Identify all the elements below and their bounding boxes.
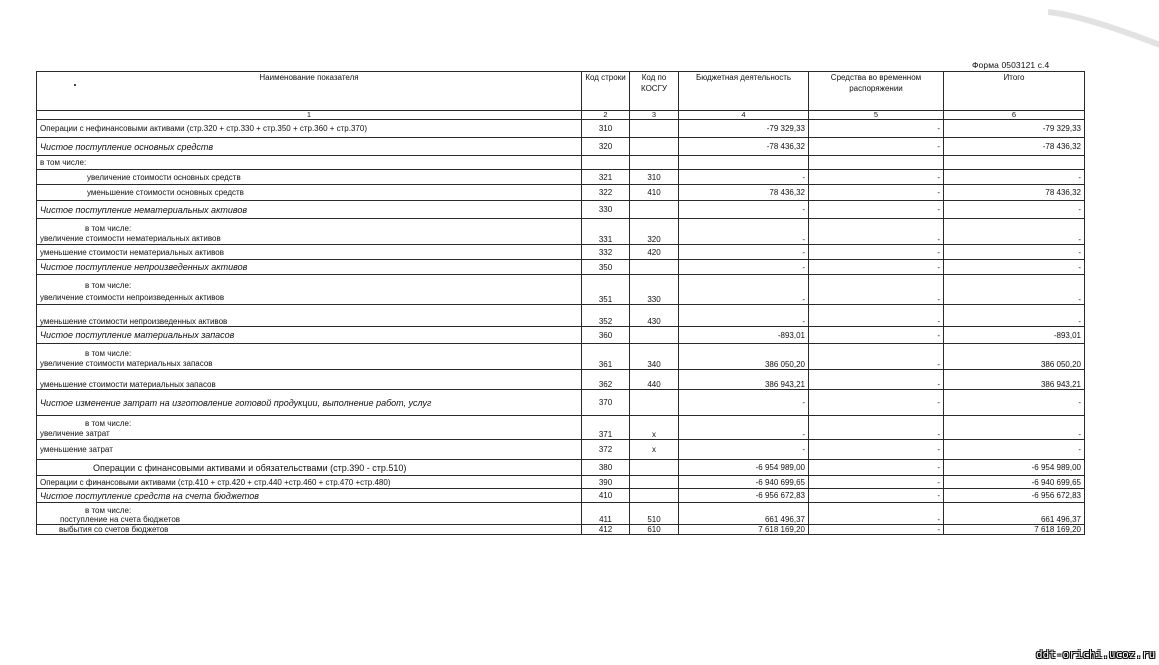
table-row [37,390,1085,416]
row-sublabel: увеличение стоимости материальных запасов [40,359,213,368]
row-kosgu [630,120,679,138]
table-row [37,327,1085,344]
row-code: 412 [582,525,630,535]
row-budget: - [679,201,809,219]
row-budget: -6 954 989,00 [679,460,809,476]
row-code: 331 [582,219,630,245]
row-sublabel: поступление на счета бюджетов [60,515,181,524]
row-kosgu: x [630,440,679,460]
row-name: выбытия со счетов бюджетов [37,525,582,535]
row-budget: 78 436,32 [679,185,809,201]
row-total: 78 436,32 [944,185,1085,201]
row-sublabel: увеличение стоимости нематериальных активов [40,234,221,243]
row-budget: -6 940 699,65 [679,476,809,489]
row-budget: - [679,245,809,260]
page-edge-shadow [1048,0,1159,54]
row-temp: - [809,416,944,440]
row-temp: - [809,185,944,201]
table-row [37,370,1085,390]
row-kosgu [630,390,679,416]
row-total: - [944,219,1085,245]
row-incl-label: в том числе: [85,349,132,358]
row-kosgu: 320 [630,219,679,245]
row-kosgu [630,260,679,275]
row-kosgu: 410 [630,185,679,201]
row-code: 361 [582,344,630,370]
row-kosgu: 330 [630,275,679,305]
row-temp [809,156,944,170]
row-temp: - [809,260,944,275]
header-budget: Бюджетная деятельность [679,72,809,111]
table-row [37,156,1085,170]
table-header [37,72,1085,111]
row-code: 310 [582,120,630,138]
row-name [37,219,582,245]
row-incl-label: в том числе: [85,281,132,290]
row-sublabel: увеличение стоимости непроизведенных активов [40,293,225,302]
table-row [37,260,1085,275]
row-temp: - [809,219,944,245]
row-kosgu: 430 [630,305,679,327]
row-temp: - [809,390,944,416]
row-temp: - [809,138,944,156]
row-temp: - [809,370,944,390]
row-budget: 386 943,21 [679,370,809,390]
table-row [37,476,1085,489]
header-code [582,72,630,111]
row-budget: - [679,219,809,245]
row-code: 330 [582,201,630,219]
row-name [37,344,582,370]
row-name: Чистое поступление средств на счета бюджетов [37,489,582,503]
row-name [37,275,582,305]
table-row [37,245,1085,260]
row-budget: - [679,390,809,416]
row-kosgu: 310 [630,170,679,185]
row-name: в том числе: [37,156,582,170]
row-temp: - [809,489,944,503]
row-kosgu [630,476,679,489]
row-temp: - [809,305,944,327]
table-row [37,344,1085,370]
row-budget: - [679,275,809,305]
table-row [37,219,1085,245]
row-temp: - [809,120,944,138]
row-total: -78 436,32 [944,138,1085,156]
table-row [37,440,1085,460]
header-temp [809,72,944,111]
row-total: -6 954 989,00 [944,460,1085,476]
row-name: Операции с нефинансовыми активами (стр.320 + стр.330 + стр.350 + стр.360 + стр.370) [37,120,582,138]
row-kosgu [630,460,679,476]
row-name: Чистое поступление непроизведенных активов [37,260,582,275]
column-number: 1 [37,111,582,120]
column-number: 6 [944,111,1085,120]
row-code: 321 [582,170,630,185]
row-code: 371 [582,416,630,440]
row-kosgu: 440 [630,370,679,390]
row-name: Операции с финансовыми активами и обязательствами (стр.390 - стр.510) [37,460,582,476]
table-row [37,489,1085,503]
row-total: - [944,170,1085,185]
row-code: 380 [582,460,630,476]
row-code: 322 [582,185,630,201]
row-budget: 661 496,37 [679,503,809,525]
table-row [37,416,1085,440]
row-total: -79 329,33 [944,120,1085,138]
row-total: - [944,416,1085,440]
row-budget: - [679,440,809,460]
row-total: - [944,305,1085,327]
table-row [37,525,1085,535]
row-kosgu: x [630,416,679,440]
row-name [37,503,582,525]
report-table [36,71,1085,535]
header-kosgu [630,72,679,111]
row-kosgu [630,327,679,344]
row-budget: - [679,416,809,440]
row-total: 661 496,37 [944,503,1085,525]
header-temp-text: Средства во временном распоряжении [830,73,922,93]
row-budget: -6 956 672,83 [679,489,809,503]
row-temp: - [809,170,944,185]
table-row [37,275,1085,305]
table-row [37,305,1085,327]
row-code: 390 [582,476,630,489]
row-budget: -893,01 [679,327,809,344]
header-kosgu-text: Код по КОСГУ [641,73,667,93]
row-budget: 7 618 169,20 [679,525,809,535]
row-code: 360 [582,327,630,344]
table-row [37,120,1085,138]
row-name: Операции с финансовыми активами (стр.410 + стр.420 + стр.440 +стр.460 + стр.470 +стр.480) [37,476,582,489]
row-incl-label: в том числе: [85,224,132,233]
table-row [37,138,1085,156]
row-budget [679,156,809,170]
row-sublabel: увеличение затрат [40,429,110,438]
header-total: Итого [944,72,1085,111]
row-temp: - [809,503,944,525]
row-name: Чистое изменение затрат на изготовление готовой продукции, выполнение работ, услуг [37,390,582,416]
row-kosgu [630,201,679,219]
row-temp: - [809,275,944,305]
row-temp: - [809,245,944,260]
column-number: 3 [630,111,679,120]
column-number: 4 [679,111,809,120]
row-total: 386 943,21 [944,370,1085,390]
row-name: Чистое поступление основных средств [37,138,582,156]
row-code: 370 [582,390,630,416]
row-name: Чистое поступление нематериальных активов [37,201,582,219]
row-kosgu: 610 [630,525,679,535]
row-temp: - [809,460,944,476]
column-number: 5 [809,111,944,120]
row-code: 410 [582,489,630,503]
row-kosgu: 420 [630,245,679,260]
watermark: ddt-orichi.ucoz.ru [1036,648,1156,661]
row-budget: - [679,260,809,275]
row-incl-label: в том числе: [85,506,132,515]
table-row [37,503,1085,525]
row-temp: - [809,327,944,344]
row-code: 372 [582,440,630,460]
row-name: уменьшение стоимости непроизведенных активов [37,305,582,327]
row-total: - [944,440,1085,460]
row-code: 350 [582,260,630,275]
row-total [944,156,1085,170]
table-row [37,201,1085,219]
row-name [37,416,582,440]
form-code: Форма 0503121 с.4 [972,60,1050,70]
row-code: 351 [582,275,630,305]
row-budget: 386 050,20 [679,344,809,370]
table-row [37,460,1085,476]
table-row [37,185,1085,201]
row-budget: - [679,305,809,327]
row-code: 411 [582,503,630,525]
row-budget: - [679,170,809,185]
column-numbers-row [37,111,1085,120]
row-total: - [944,201,1085,219]
row-code: 320 [582,138,630,156]
row-name: уменьшение затрат [37,440,582,460]
row-total: - [944,245,1085,260]
row-kosgu [630,156,679,170]
row-temp: - [809,476,944,489]
row-code: 362 [582,370,630,390]
row-incl-label: в том числе: [85,419,132,428]
row-name: уменьшение стоимости материальных запасов [37,370,582,390]
row-name: уменьшение стоимости нематериальных активов [37,245,582,260]
row-name: уменьшение стоимости основных средств [37,185,582,201]
row-budget: -79 329,33 [679,120,809,138]
row-total: - [944,390,1085,416]
row-temp: - [809,201,944,219]
row-temp: - [809,344,944,370]
row-name: увеличение стоимости основных средств [37,170,582,185]
row-code: 332 [582,245,630,260]
column-number: 2 [582,111,630,120]
row-total: -6 940 699,65 [944,476,1085,489]
table-row [37,170,1085,185]
row-budget: -78 436,32 [679,138,809,156]
row-total: -6 956 672,83 [944,489,1085,503]
row-kosgu: 340 [630,344,679,370]
row-kosgu: 510 [630,503,679,525]
row-kosgu [630,489,679,503]
row-name: Чистое поступление материальных запасов [37,327,582,344]
row-kosgu [630,138,679,156]
row-code [582,156,630,170]
row-code: 352 [582,305,630,327]
header-name: Наименование показателя [37,72,582,111]
row-total: 7 618 169,20 [944,525,1085,535]
row-total: -893,01 [944,327,1085,344]
row-temp: - [809,440,944,460]
row-temp: - [809,525,944,535]
row-total: - [944,260,1085,275]
row-total: - [944,275,1085,305]
row-total: 386 050,20 [944,344,1085,370]
header-code-text: Код строки [585,73,626,82]
